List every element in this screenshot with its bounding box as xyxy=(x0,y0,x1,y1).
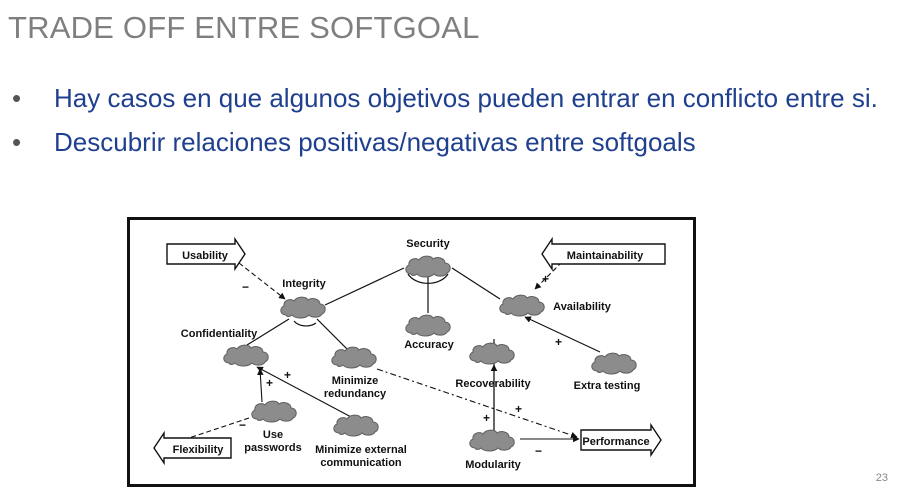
redundancy-softgoal-icon xyxy=(332,347,376,368)
label-confidentiality: Confidentiality xyxy=(180,328,258,340)
external-softgoal-icon xyxy=(334,415,378,436)
sign-modularity-recoverability: + xyxy=(483,411,491,425)
sign-redundancy-performance: + xyxy=(515,402,523,416)
label-passwords-line1: Use xyxy=(262,429,284,441)
slide-title: TRADE OFF ENTRE SOFTGOAL xyxy=(8,10,480,45)
label-integrity: Integrity xyxy=(282,278,326,290)
modularity-softgoal-icon xyxy=(470,430,514,451)
bullet-item xyxy=(12,124,897,160)
sign-usability-integrity: − xyxy=(242,280,250,294)
confidentiality-softgoal-icon xyxy=(224,345,268,366)
flexibility-label: Flexibility xyxy=(172,444,224,456)
sign-maint-availability: + xyxy=(542,272,550,286)
label-availability: Availability xyxy=(553,301,611,313)
softgoal-diagram xyxy=(127,217,696,487)
label-external-line2: communication xyxy=(320,457,402,469)
label-passwords-line2: passwords xyxy=(244,442,302,454)
bullet-marker: • xyxy=(12,83,22,113)
usability-label: Usability xyxy=(182,250,228,262)
page-number: 23 xyxy=(875,472,888,484)
bullet-marker: • xyxy=(12,127,22,157)
passwords-softgoal-icon xyxy=(252,401,296,422)
sign-passwords-flexibility: − xyxy=(239,418,247,432)
sign-modularity-performance: − xyxy=(535,444,543,458)
label-extratesting: Extra testing xyxy=(573,380,641,392)
security-softgoal-icon xyxy=(406,256,450,277)
bullet-item xyxy=(12,80,897,116)
label-security: Security xyxy=(406,238,450,250)
bullet-text: Hay casos en que algunos objetivos pueden entrar en conflicto entre si. xyxy=(54,83,878,113)
bullet-list xyxy=(12,80,897,168)
label-external-line1: Minimize external xyxy=(315,444,407,456)
sign-external-confidentiality: + xyxy=(284,368,292,382)
label-redundancy-line2: redundancy xyxy=(323,388,387,400)
performance-label: Performance xyxy=(582,436,650,448)
bullet-text: Descubrir relaciones positivas/negativas entre softgoals xyxy=(54,127,696,157)
extratesting-softgoal-icon xyxy=(592,353,636,374)
sign-extra-availability: + xyxy=(555,335,563,349)
integrity-softgoal-icon xyxy=(281,297,325,318)
availability-softgoal-icon xyxy=(500,295,544,316)
performance-box xyxy=(581,425,661,455)
label-modularity: Modularity xyxy=(465,459,521,471)
maintainability-box xyxy=(542,239,665,269)
recoverability-softgoal-icon xyxy=(470,343,514,364)
flexibility-box xyxy=(154,433,231,463)
sign-passwords-confidentiality: + xyxy=(266,376,274,390)
label-recoverability: Recoverability xyxy=(455,378,531,390)
maintainability-label: Maintainability xyxy=(566,250,644,262)
accuracy-softgoal-icon xyxy=(406,315,450,336)
usability-box xyxy=(167,239,245,269)
label-accuracy: Accuracy xyxy=(404,339,454,351)
label-redundancy-line1: Minimize xyxy=(331,375,379,387)
